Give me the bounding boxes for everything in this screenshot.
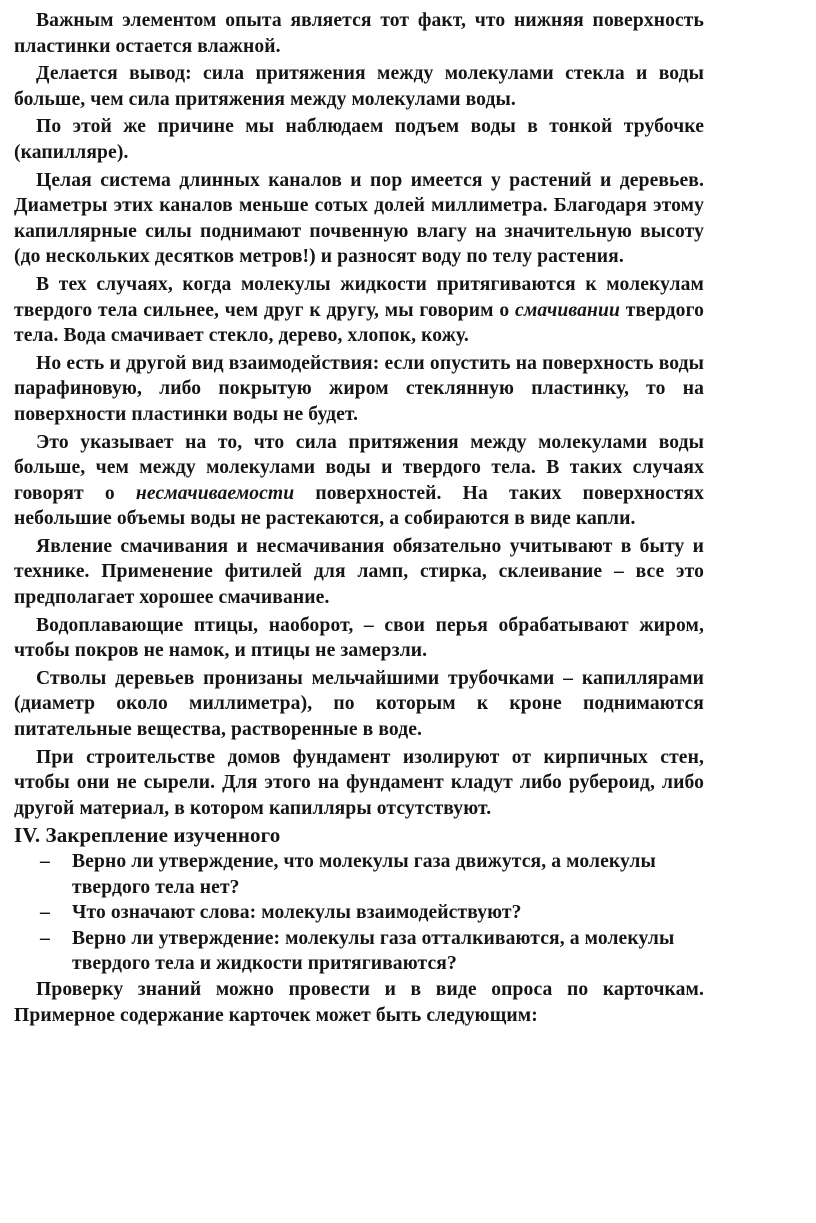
question-text: Верно ли утверждение, что молекулы газа движутся, а молекулы твердого тела нет? <box>72 851 656 898</box>
paragraph-wetting-text-after: твердого тела. Вода смачивает стекло, дерево, хлопок, кожу. <box>14 299 704 347</box>
paragraph-plant-channels: Целая система длинных каналов и пор имеется у растений и деревьев. Диаметры этих каналов меньше сотых долей миллиметра. Благодаря этому капиллярные силы поднимают почвенную влагу на значительную высоту (до нескольких десятков метров!) и разносят воду по телу растения. <box>14 169 704 268</box>
paragraph-non-wetting <box>14 430 704 532</box>
paragraph-paraffin-plate: Но есть и другой вид взаимодействия: если опустить на поверхность воды парафиновую, либо покрытую жиром стеклянную пластинку, то на поверхности пластинки воды не будет. <box>14 352 704 425</box>
paragraph-tree-capillaries: Стволы деревьев пронизаны мельчайшими трубочками – капиллярами (диаметр около миллиметра), по которым к кроне поднимаются питательные вещества, растворенные в воде. <box>14 667 704 741</box>
list-dash: – <box>40 851 50 872</box>
list-dash: – <box>40 927 50 949</box>
paragraph-waterfowl: Водоплавающие птицы, наоборот, – свои перья обрабатывают жиром, чтобы покров не намок, и птицы не замерзли. <box>14 614 704 662</box>
term-non-wetting: несмачиваемости <box>135 482 295 504</box>
paragraph-closing: Проверку знаний можно провести и в виде опроса по карточкам. Примерное содержание карточек может быть следующим: <box>14 978 704 1026</box>
document-page <box>14 8 704 1028</box>
question-text: Что означают слова: молекулы взаимодействуют? <box>72 902 522 924</box>
paragraph-conclusion: Делается вывод: сила притяжения между молекулами стекла и воды больше, чем сила притяжения между молекулами воды. <box>14 63 704 110</box>
list-item <box>14 849 704 900</box>
paragraph-everyday-use: Явление смачивания и несмачивания обязательно учитывают в быту и технике. Применение фитилей для ламп, стирка, склеивание – все это предполагает хорошее смачивание. <box>14 535 704 609</box>
paragraph-foundation: При строительстве домов фундамент изолируют от кирпичных стен, чтобы они не сырели. Для этого на фундамент кладут либо рубероид, либо другой материал, в котором капилляры отсутствуют. <box>14 746 704 819</box>
list-item <box>14 926 704 977</box>
term-wetting: смачивании <box>515 299 620 321</box>
paragraph-wetting <box>14 272 704 349</box>
section-heading: IV. Закрепление изученного <box>14 823 281 848</box>
question-list <box>14 849 704 977</box>
list-dash: – <box>40 902 50 924</box>
paragraph-wetting-text-before: В тех случаях, когда молекулы жидкости притягиваются к молекулам твердого тела сильнее, чем друг к другу, мы говорим о <box>14 273 704 321</box>
paragraph-non-wetting-text-after: поверхностей. На таких поверхностях небольшие объемы воды не растекаются, а собираются в виде капли. <box>14 482 704 530</box>
list-item <box>14 900 704 926</box>
paragraph-wet-surface: Важным элементом опыта является тот факт, что нижняя поверхность пластинки остается влажной. <box>14 10 704 57</box>
question-text: Верно ли утверждение: молекулы газа отталкиваются, а молекулы твердого тела и жидкости притягиваются? <box>72 927 675 975</box>
paragraph-non-wetting-text-before: Это указывает на то, что сила притяжения между молекулами воды больше, чем между молекулами воды и твердого тела. В таких случаях говорят о <box>14 431 704 504</box>
paragraph-capillary-tube: По этой же причине мы наблюдаем подъем воды в тонкой трубочке (капилляре). <box>14 116 704 163</box>
